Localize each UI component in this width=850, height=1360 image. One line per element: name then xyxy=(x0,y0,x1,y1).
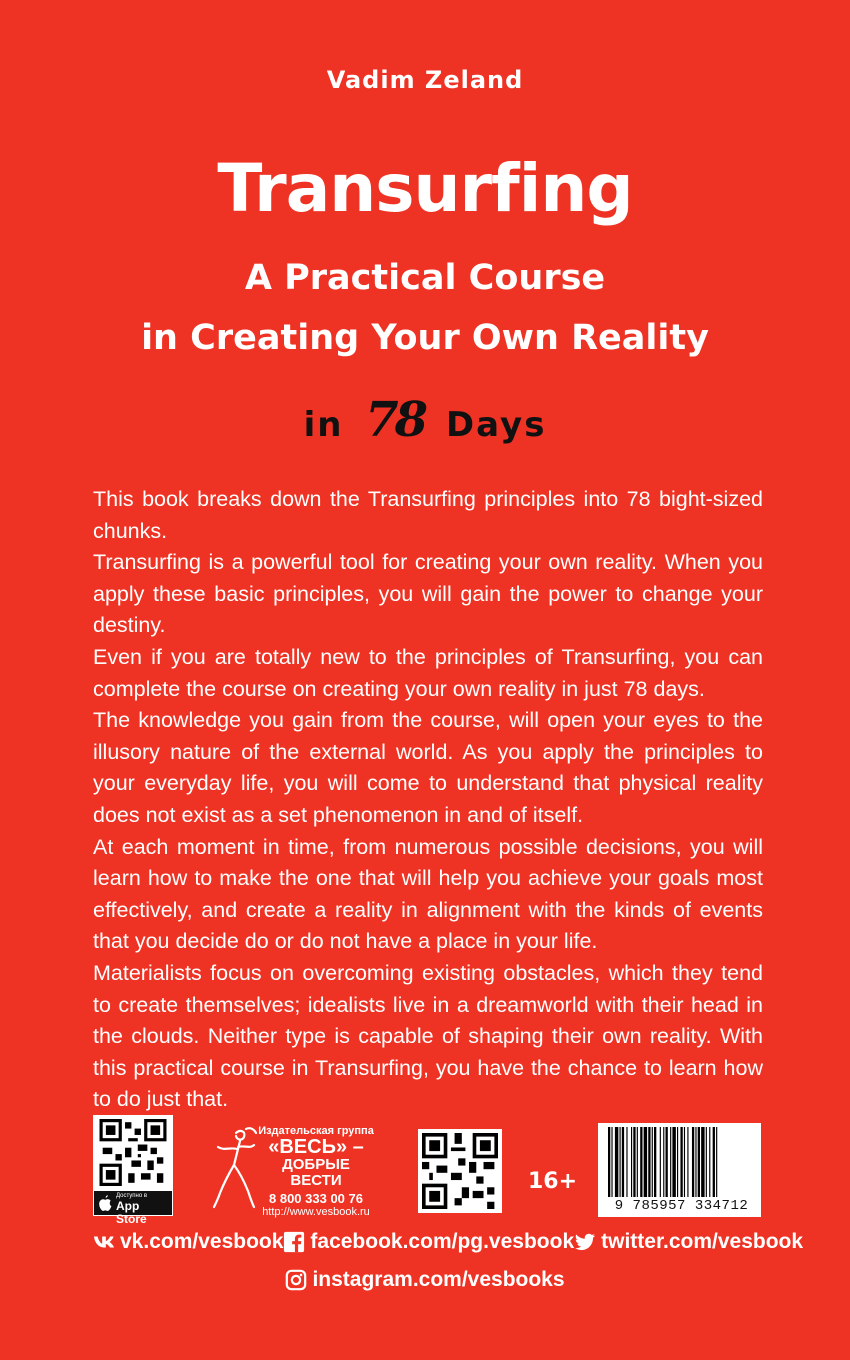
isbn-barcode xyxy=(598,1123,761,1217)
instagram-label: instagram.com/vesbooks xyxy=(312,1268,565,1291)
book-title: Transurfing xyxy=(217,150,633,227)
qr-code-app[interactable] xyxy=(93,1115,173,1190)
publisher-subbrand: ДОБРЫЕ ВЕСТИ xyxy=(282,1156,350,1189)
qr-code-web[interactable] xyxy=(418,1129,502,1213)
paragraph: Transurfing is a powerful tool for creating your own reality. When you apply these basic principles, you will gain the power to change your destiny. xyxy=(93,550,763,638)
publisher-phone: 8 800 333 00 76 xyxy=(269,1191,363,1206)
facebook-icon xyxy=(283,1231,305,1253)
vk-icon xyxy=(93,1231,115,1253)
days-line xyxy=(0,392,850,448)
qr-code-icon xyxy=(97,1119,169,1186)
instagram-link[interactable] xyxy=(285,1268,564,1292)
publisher-url[interactable]: http://www.vesbook.ru xyxy=(262,1206,370,1218)
days-suffix: Days xyxy=(445,405,547,445)
description xyxy=(93,484,763,1116)
days-prefix: in xyxy=(303,405,344,445)
paragraph: The knowledge you gain from the course, will open your eyes to the illusory nature of the external world. As you apply the principles to your everyday life, you will come to understand that physical reality does not exist as a set phenomenon in and of itself. xyxy=(93,708,763,827)
age-rating: 16+ xyxy=(528,1169,578,1194)
vk-link[interactable] xyxy=(93,1230,283,1254)
publisher-info xyxy=(256,1125,376,1218)
appstore-badge[interactable] xyxy=(93,1190,173,1226)
paragraph: This book breaks down the Transurfing principles into 78 bight-sized chunks. xyxy=(93,487,763,543)
publisher-brand: «ВЕСЬ» – xyxy=(268,1136,364,1158)
publisher-logo-figure xyxy=(210,1125,258,1210)
social-links-row-2 xyxy=(0,1264,850,1296)
paragraph: Materialists focus on overcoming existing obstacles, which they tend to create themselves; idealists live in a dreamworld with their head in the clouds. Neither type is capable of shaping their own reality. With this practical course in Transurfing, you have the chance to learn how to do just that. xyxy=(93,960,763,1112)
instagram-icon xyxy=(285,1269,307,1291)
twitter-icon xyxy=(574,1231,596,1253)
subtitle-line-2: in Creating Your Own Reality xyxy=(141,318,709,358)
facebook-label: facebook.com/pg.vesbook xyxy=(310,1230,575,1253)
paragraph: Even if you are totally new to the principles of Transurfing, you can complete the course on creating your own reality in just 78 days. xyxy=(93,644,763,701)
days-number: 78 xyxy=(365,392,425,448)
author: Vadim Zeland xyxy=(326,66,524,94)
twitter-link[interactable] xyxy=(574,1230,803,1254)
facebook-link[interactable] xyxy=(283,1230,574,1254)
isbn-number: 9 785957 334712 xyxy=(614,1198,749,1214)
apple-icon xyxy=(99,1195,112,1211)
appstore-small-label: Доступно в xyxy=(116,1193,148,1199)
paragraph: At each moment in time, from numerous possible decisions, you will learn how to make the one that will help you achieve your goals most effectively, and create a reality in alignment with the kinds of events that you decide do or do not have a place in your life. xyxy=(93,834,763,954)
social-links xyxy=(93,1226,804,1258)
barcode-bars xyxy=(608,1127,755,1197)
qr-code-icon xyxy=(422,1133,498,1209)
appstore-big-label: App Store xyxy=(116,1199,147,1226)
subtitle-line-1: A Practical Course xyxy=(244,258,606,298)
footer-row xyxy=(0,1115,850,1226)
twitter-label: twitter.com/vesbook xyxy=(601,1230,804,1253)
vk-label: vk.com/vesbook xyxy=(120,1230,284,1253)
publisher-group: Издательская группа xyxy=(258,1125,374,1137)
